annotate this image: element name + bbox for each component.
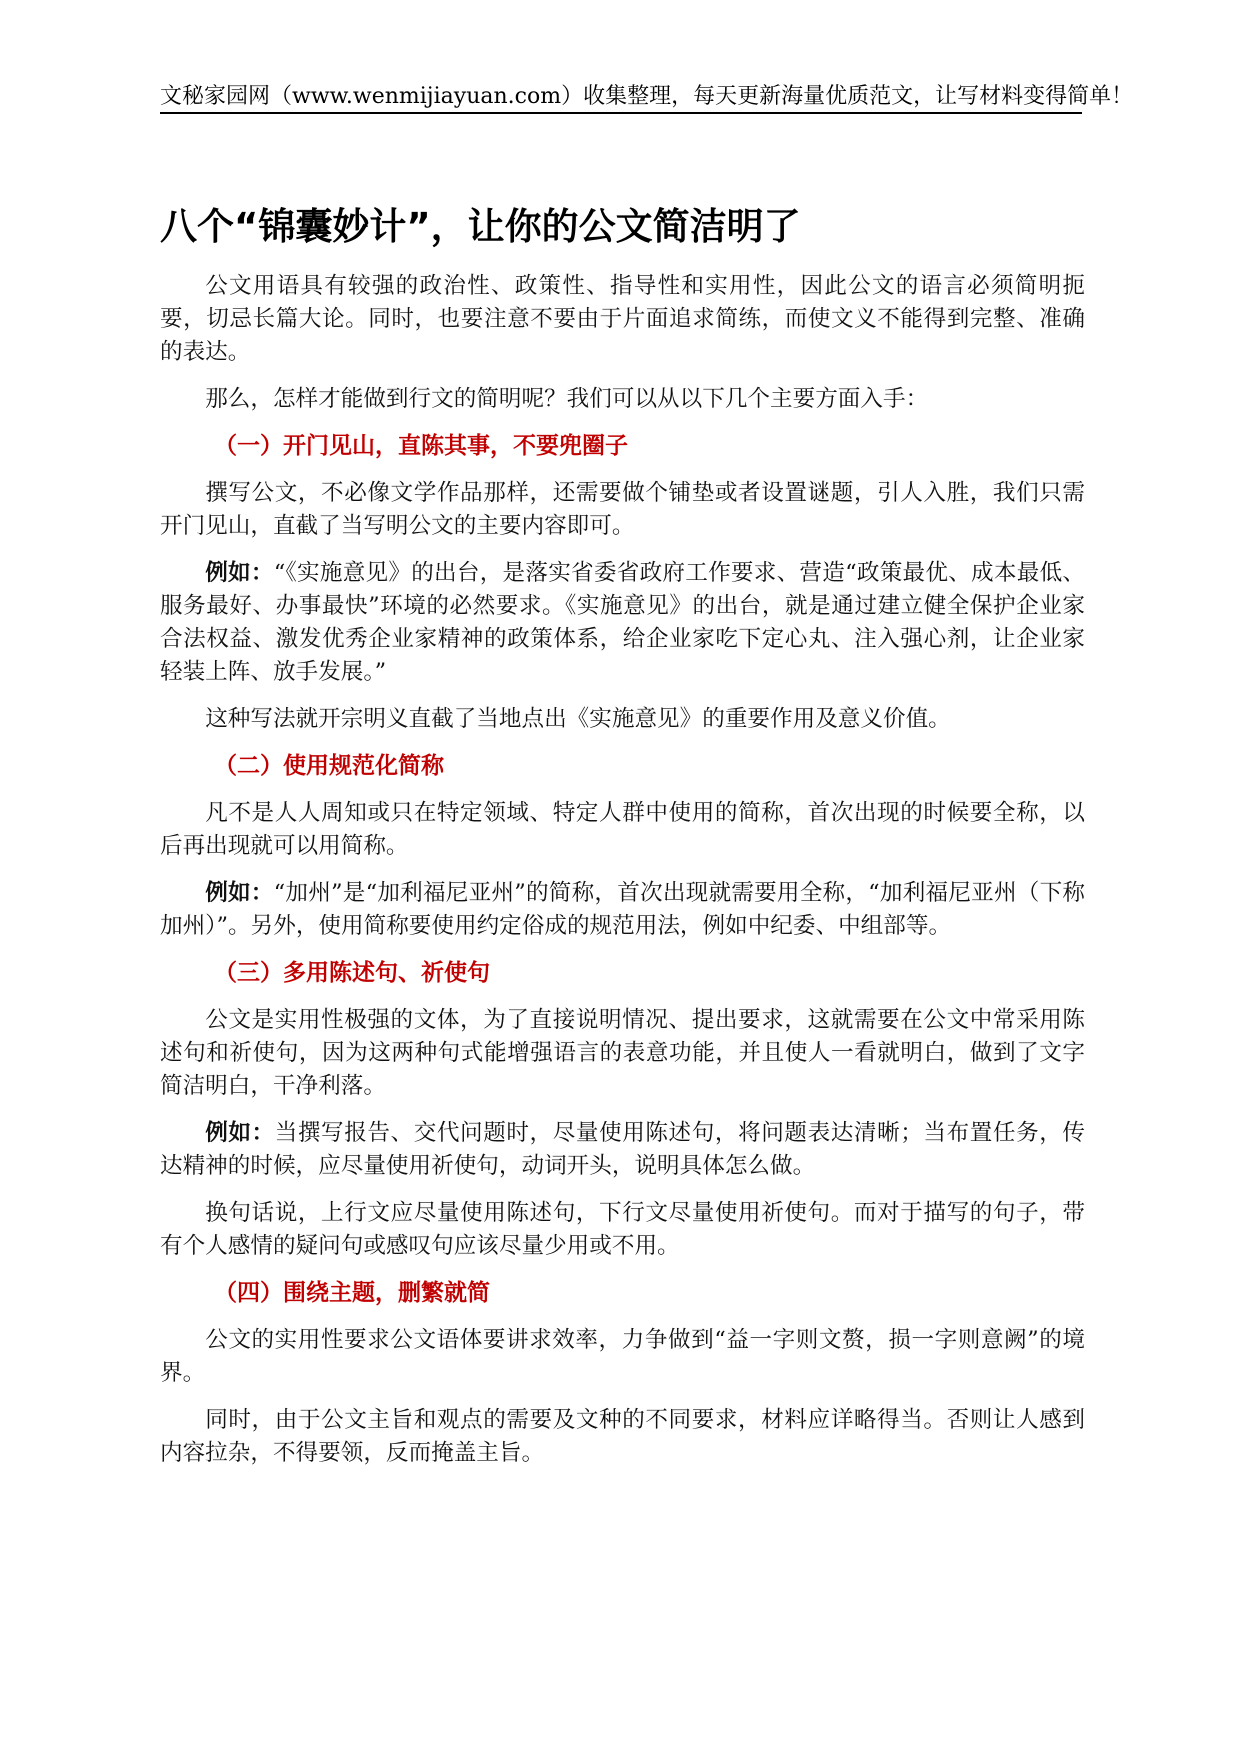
body-paragraph: 公文是实用性极强的文体，为了直接说明情况、提出要求，这就需要在公文中常采用陈述句和祈使句，因为这两种句式能增强语言的表意功能，并且使人一看就明白，做到了文字简洁明白，干净利落。 [160,1007,1085,1099]
example-label: 例如： [205,560,274,586]
example-text: 当撰写报告、交代问题时，尽量使用陈述句，将问题表达清晰；当布置任务，传达精神的时候，应尽量使用祈使句，动词开头，说明具体怎么做。 [160,1120,1086,1179]
body-paragraph: 换句话说，上行文应尽量使用陈述句，下行文尽量使用祈使句。而对于描写的句子，带有个人感情的疑问句或感叹句应该尽量少用或不用。 [160,1200,1085,1259]
document-body [160,270,1085,1484]
header-divider [160,112,1082,114]
example-text: “加州”是“加利福尼亚州”的简称，首次出现就需要用全称，“加利福尼亚州（下称加州）”。另外，使用简称要使用约定俗成的规范用法，例如中纪委、中组部等。 [160,880,1085,939]
body-paragraph: 撰写公文，不必像文学作品那样，还需要做个铺垫或者设置谜题，引人入胜，我们只需开门见山，直截了当写明公文的主要内容即可。 [160,480,1085,539]
section-heading: （二）使用规范化简称 [214,753,444,779]
document-title: 八个“锦囊妙计”，让你的公文简洁明了 [160,205,801,248]
example-label: 例如： [205,880,274,906]
example-text: “《实施意见》的出台，是落实省委省政府工作要求、营造“政策最优、成本最低、服务最好、办事最快”环境的必然要求。《实施意见》的出台，就是通过建立健全保护企业家合法权益、激发优秀企业家精神的政策体系，给企业家吃下定心丸、注入强心剂，让企业家轻装上阵、放手发展。” [160,560,1085,685]
section-heading: （三）多用陈述句、祈使句 [214,960,490,986]
example-paragraph [160,1117,1085,1183]
body-paragraph: 凡不是人人周知或只在特定领域、特定人群中使用的简称，首次出现的时候要全称，以后再出现就可以用简称。 [160,800,1085,859]
intro-paragraph: 公文用语具有较强的政治性、政策性、指导性和实用性，因此公文的语言必须简明扼要，切忌长篇大论。同时，也要注意不要由于片面追求简练，而使文义不能得到完整、准确的表达。 [160,273,1085,365]
section-heading: （四）围绕主题，删繁就简 [214,1280,490,1306]
section-heading: （一）开门见山，直陈其事，不要兜圈子 [214,433,628,459]
example-paragraph [160,557,1085,689]
intro-paragraph: 那么，怎样才能做到行文的简明呢？我们可以从以下几个主要方面入手： [205,386,929,412]
example-label: 例如： [205,1120,275,1146]
page-header: 文秘家园网（www.wenmijiayuan.com）收集整理，每天更新海量优质范文，让写材料变得简单！ [160,84,1134,109]
body-paragraph: 同时，由于公文主旨和观点的需要及文种的不同要求，材料应详略得当。否则让人感到内容拉杂，不得要领，反而掩盖主旨。 [160,1407,1085,1466]
body-paragraph: 公文的实用性要求公文语体要讲求效率，力争做到“益一字则文赘，损一字则意阙”的境界。 [160,1327,1085,1386]
example-paragraph [160,877,1085,943]
body-paragraph: 这种写法就开宗明义直截了当地点出《实施意见》的重要作用及意义价值。 [205,706,951,732]
